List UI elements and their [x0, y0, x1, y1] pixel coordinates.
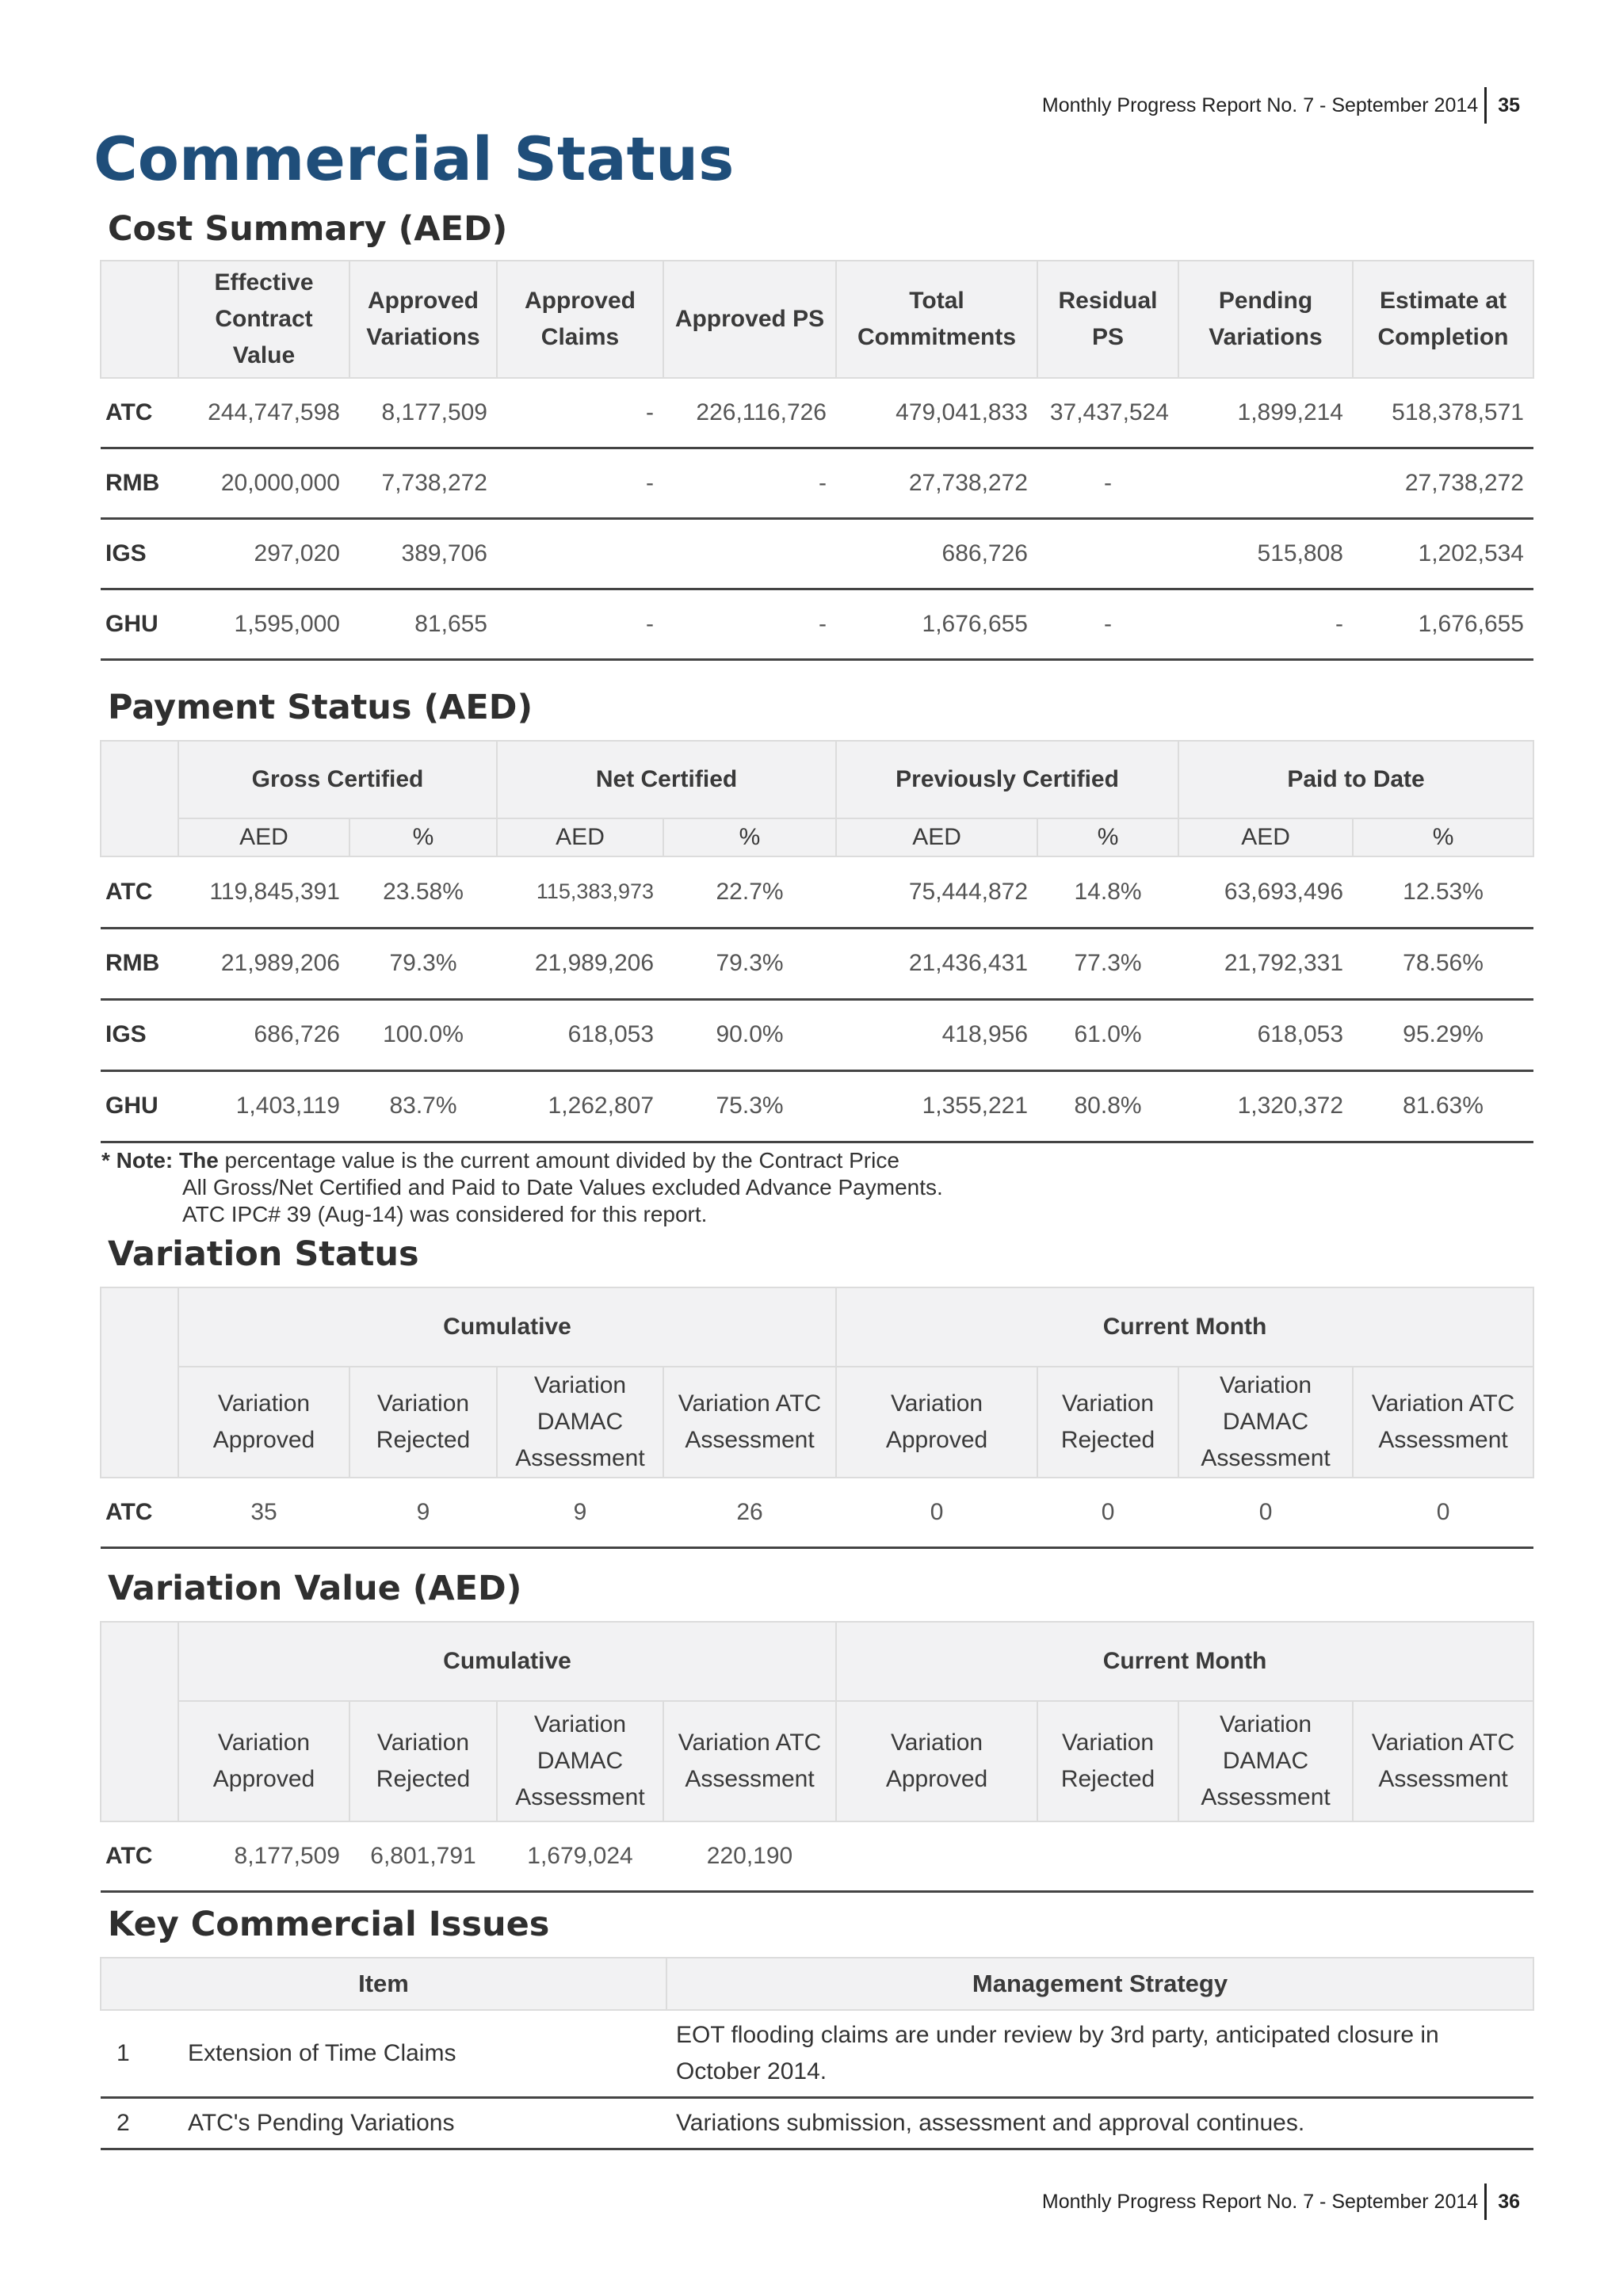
table-row [101, 1821, 1533, 1892]
group-header: Paid to Date [1178, 741, 1533, 818]
cell: 79.3% [663, 928, 836, 999]
note-line-1: percentage value is the current amount divided by the Contract Price [218, 1148, 899, 1173]
cell: 26 [663, 1478, 836, 1548]
col-header: Approved Claims [497, 261, 663, 378]
variation-value-group-header-row [101, 1622, 1533, 1701]
col-header: Management Strategy [666, 1958, 1533, 2010]
item-strategy: Variations submission, assessment and approval continues. [666, 2098, 1533, 2149]
variation-sub-header-row [101, 1367, 1533, 1478]
sub-header: Variation ATC Assessment [663, 1701, 836, 1821]
cell: 95.29% [1353, 999, 1533, 1070]
group-header: Previously Certified [836, 741, 1178, 818]
cell: 27,738,272 [1353, 448, 1533, 519]
cell: 220,190 [663, 1821, 836, 1892]
table-row [101, 378, 1533, 448]
cell: 9 [497, 1478, 663, 1548]
sub-header: Variation Approved [836, 1701, 1037, 1821]
cell [836, 1821, 1037, 1892]
cell: 479,041,833 [836, 378, 1037, 448]
cell: - [663, 448, 836, 519]
table-row [101, 448, 1533, 519]
note-prefix: * Note: The [101, 1148, 219, 1173]
cell: 418,956 [836, 999, 1037, 1070]
sub-header: Variation Rejected [1037, 1701, 1178, 1821]
cell: 686,726 [836, 519, 1037, 589]
sub-header: Variation ATC Assessment [663, 1367, 836, 1478]
cell: 244,747,598 [178, 378, 349, 448]
cell: - [497, 589, 663, 660]
cell: 78.56% [1353, 928, 1533, 999]
table-row [101, 928, 1533, 999]
item-number: 1 [101, 2010, 178, 2098]
table-row [101, 589, 1533, 660]
cell: 61.0% [1037, 999, 1178, 1070]
report-title-top: Monthly Progress Report No. 7 - September 2014 [1041, 93, 1479, 116]
cell: 618,053 [1178, 999, 1353, 1070]
table-row [101, 1478, 1533, 1548]
cell: 6,801,791 [349, 1821, 497, 1892]
sub-header: AED [1178, 818, 1353, 856]
sub-header: AED [836, 818, 1037, 856]
cell: 518,378,571 [1353, 378, 1533, 448]
cell: - [1178, 589, 1353, 660]
sub-header: % [1037, 818, 1178, 856]
cell: 22.7% [663, 856, 836, 928]
group-header: Current Month [836, 1622, 1533, 1701]
table-row [101, 999, 1533, 1070]
row-label: ATC [101, 1821, 178, 1892]
cell: 0 [1353, 1478, 1533, 1548]
cell: 14.8% [1037, 856, 1178, 928]
variation-status-table [100, 1287, 1534, 1549]
cell: 0 [1178, 1478, 1353, 1548]
page-title: Commercial Status [94, 124, 735, 194]
cell: 83.7% [349, 1070, 497, 1142]
key-issues-header-row [101, 1958, 1533, 2010]
sub-header: % [349, 818, 497, 856]
cell: 21,792,331 [1178, 928, 1353, 999]
cell: 1,676,655 [1353, 589, 1533, 660]
sub-header: Variation ATC Assessment [1353, 1701, 1533, 1821]
cell: 297,020 [178, 519, 349, 589]
sub-header: Variation DAMAC Assessment [497, 1701, 663, 1821]
sub-header: AED [178, 818, 349, 856]
cell: 100.0% [349, 999, 497, 1070]
cell: 27,738,272 [836, 448, 1037, 519]
cell: 515,808 [1178, 519, 1353, 589]
cell [497, 519, 663, 589]
row-label: RMB [101, 928, 178, 999]
sub-header: % [1353, 818, 1533, 856]
cell: 1,262,807 [497, 1070, 663, 1142]
group-header: Gross Certified [178, 741, 497, 818]
cell: 20,000,000 [178, 448, 349, 519]
cell [1037, 1821, 1178, 1892]
cell [1037, 519, 1178, 589]
cell: 226,116,726 [663, 378, 836, 448]
payment-sub-header-row [101, 818, 1533, 856]
sub-header: Variation ATC Assessment [1353, 1367, 1533, 1478]
row-label: GHU [101, 589, 178, 660]
table-row [101, 1070, 1533, 1142]
cell: 35 [178, 1478, 349, 1548]
cell: 1,320,372 [1178, 1070, 1353, 1142]
variation-group-header-row [101, 1287, 1533, 1367]
item-name: ATC's Pending Variations [178, 2098, 666, 2149]
group-header: Current Month [836, 1287, 1533, 1367]
payment-status-heading: Payment Status (AED) [108, 688, 533, 727]
cell [1178, 448, 1353, 519]
cell [1353, 1821, 1533, 1892]
row-label: IGS [101, 519, 178, 589]
page-number-bottom: 36 [1498, 2190, 1520, 2213]
cell: 618,053 [497, 999, 663, 1070]
cell: 686,726 [178, 999, 349, 1070]
cell: 21,436,431 [836, 928, 1037, 999]
cell: 80.8% [1037, 1070, 1178, 1142]
sub-header: Variation Approved [836, 1367, 1037, 1478]
group-header: Cumulative [178, 1622, 836, 1701]
row-label: GHU [101, 1070, 178, 1142]
cell: 79.3% [349, 928, 497, 999]
variation-status-heading: Variation Status [108, 1234, 419, 1274]
cell [1178, 1821, 1353, 1892]
cell: - [1037, 589, 1178, 660]
row-label: ATC [101, 378, 178, 448]
cell: 1,355,221 [836, 1070, 1037, 1142]
cell: 75,444,872 [836, 856, 1037, 928]
cost-summary-table [100, 260, 1534, 661]
col-header: Item [101, 1958, 666, 2010]
sub-header: Variation DAMAC Assessment [1178, 1367, 1353, 1478]
item-name: Extension of Time Claims [178, 2010, 666, 2098]
cell: 90.0% [663, 999, 836, 1070]
cell: 389,706 [349, 519, 497, 589]
table-row [101, 2098, 1533, 2149]
page-number-top: 35 [1498, 93, 1520, 116]
sub-header: Variation Approved [178, 1701, 349, 1821]
cell [663, 519, 836, 589]
cell: 23.58% [349, 856, 497, 928]
cell: 81.63% [1353, 1070, 1533, 1142]
variation-value-heading: Variation Value (AED) [108, 1569, 522, 1608]
sub-header: Variation Rejected [349, 1701, 497, 1821]
sub-header: % [663, 818, 836, 856]
cell: - [1037, 448, 1178, 519]
row-label: ATC [101, 856, 178, 928]
cost-summary-heading: Cost Summary (AED) [108, 209, 508, 249]
cell: 37,437,524 [1037, 378, 1178, 448]
payment-status-table [100, 740, 1534, 1143]
payment-group-header-row [101, 741, 1533, 818]
header-separator [1484, 87, 1487, 124]
cell: 7,738,272 [349, 448, 497, 519]
cell: 21,989,206 [178, 928, 349, 999]
sub-header: Variation DAMAC Assessment [1178, 1701, 1353, 1821]
cell: - [497, 378, 663, 448]
report-title-bottom: Monthly Progress Report No. 7 - September 2014 [1041, 2190, 1479, 2213]
table-row [101, 519, 1533, 589]
cell: - [663, 589, 836, 660]
cell: - [497, 448, 663, 519]
cell: 1,676,655 [836, 589, 1037, 660]
cell: 21,989,206 [497, 928, 663, 999]
item-number: 2 [101, 2098, 178, 2149]
key-issues-heading: Key Commercial Issues [108, 1905, 550, 1944]
cell: 1,595,000 [178, 589, 349, 660]
row-label: ATC [101, 1478, 178, 1548]
col-header: Approved PS [663, 261, 836, 378]
table-row [101, 2010, 1533, 2098]
cell: 1,202,534 [1353, 519, 1533, 589]
key-issues-table [100, 1957, 1534, 2150]
cell: 0 [836, 1478, 1037, 1548]
page-header-bottom [1042, 2183, 1520, 2220]
note-line-2: All Gross/Net Certified and Paid to Date Values excluded Advance Payments. [182, 1175, 943, 1199]
item-strategy: EOT flooding claims are under review by 3rd party, anticipated closure in October 2014. [666, 2010, 1533, 2098]
cell: 77.3% [1037, 928, 1178, 999]
col-header: Effective Contract Value [178, 261, 349, 378]
cell: 81,655 [349, 589, 497, 660]
cell: 1,679,024 [497, 1821, 663, 1892]
payment-note [101, 1147, 943, 1228]
cell: 115,383,973 [497, 856, 663, 928]
cell: 8,177,509 [178, 1821, 349, 1892]
col-header: Estimate at Completion [1353, 261, 1533, 378]
cell: 1,403,119 [178, 1070, 349, 1142]
cell: 9 [349, 1478, 497, 1548]
group-header: Net Certified [497, 741, 836, 818]
col-header: Approved Variations [349, 261, 497, 378]
cell: 1,899,214 [1178, 378, 1353, 448]
col-header: Residual PS [1037, 261, 1178, 378]
cell: 0 [1037, 1478, 1178, 1548]
corner-cell [101, 1287, 178, 1478]
variation-value-sub-header-row [101, 1701, 1533, 1821]
table-row [101, 856, 1533, 928]
sub-header: Variation Rejected [1037, 1367, 1178, 1478]
sub-header: Variation Rejected [349, 1367, 497, 1478]
corner-cell [101, 741, 178, 856]
group-header: Cumulative [178, 1287, 836, 1367]
col-header: Total Commitments [836, 261, 1037, 378]
cell: 12.53% [1353, 856, 1533, 928]
sub-header: AED [497, 818, 663, 856]
note-line-3: ATC IPC# 39 (Aug-14) was considered for this report. [182, 1202, 708, 1226]
sub-header: Variation Approved [178, 1367, 349, 1478]
corner-cell [101, 1622, 178, 1821]
cell: 8,177,509 [349, 378, 497, 448]
col-header: Pending Variations [1178, 261, 1353, 378]
header-separator [1484, 2183, 1487, 2220]
cell: 119,845,391 [178, 856, 349, 928]
cell: 63,693,496 [1178, 856, 1353, 928]
corner-cell [101, 261, 178, 378]
variation-value-table [100, 1621, 1534, 1893]
cell: 75.3% [663, 1070, 836, 1142]
sub-header: Variation DAMAC Assessment [497, 1367, 663, 1478]
row-label: IGS [101, 999, 178, 1070]
page-header-top [1042, 87, 1520, 124]
cost-summary-header-row [101, 261, 1533, 378]
row-label: RMB [101, 448, 178, 519]
